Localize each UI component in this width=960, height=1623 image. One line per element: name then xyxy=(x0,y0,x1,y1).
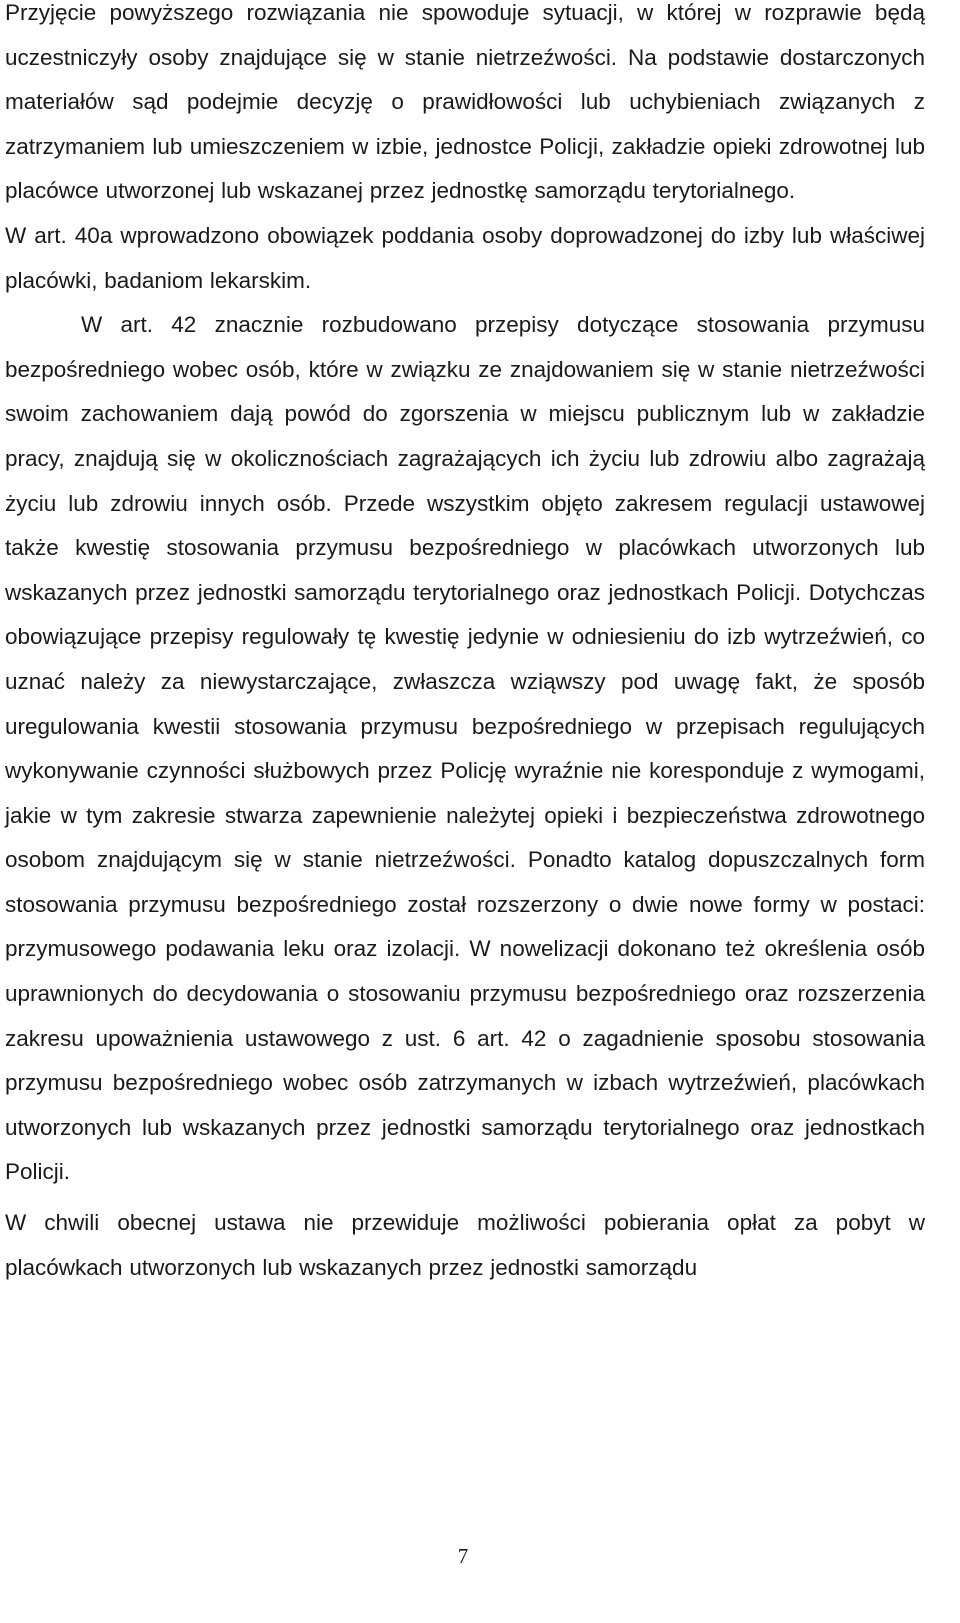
paragraph-art-40a: W art. 40a wprowadzono obowiązek poddania osoby doprowadzonej do izby lub właściwej placówki, badaniom lekarskim. xyxy=(5,222,925,293)
document-page xyxy=(5,0,925,1290)
paragraph-court-decision: Przyjęcie powyższego rozwiązania nie spowoduje sytuacji, w której w rozprawie będą uczestniczyły osoby znajdujące się w stanie nietrzeźwości. Na podstawie dostarczonych materiałów sąd podejmie decyzję o prawidłowości lub uchybieniach związanych z zatrzymaniem lub umieszczeniem w izbie, jednostce Policji, zakładzie opieki zdrowotnej lub placówce utworzonej lub wskazanej przez jednostkę samorządu terytorialnego. xyxy=(5,0,925,204)
paragraph-art-42: W art. 42 znacznie rozbudowano przepisy dotyczące stosowania przymusu bezpośredniego wobec osób, które w związku ze znajdowaniem się w stanie nietrzeźwości swoim zachowaniem dają powód do zgorszenia w miejscu publicznym lub w zakładzie pracy, znajdują się w okolicznościach zagrażających ich życiu lub zdrowiu albo zagrażają życiu lub zdrowiu innych osób. Przede wszystkim objęto zakresem regulacji ustawowej także kwestię stosowania przymusu bezpośredniego w placówkach utworzonych lub wskazanych przez jednostki samorządu terytorialnego oraz jednostkach Policji. Dotychczas obowiązujące przepisy regulowały tę kwestię jedynie w odniesieniu do izb wytrzeźwień, co uznać należy za niewystarczające, zwłaszcza wziąwszy pod uwagę fakt, że sposób uregulowania kwestii stosowania przymusu bezpośredniego w przepisach regulujących wykonywanie czynności służbowych przez Policję wyraźnie nie koresponduje z wymogami, jakie w tym zakresie stwarza zapewnienie należytej opieki i bezpieczeństwa zdrowotnego osobom znajdującym się w stanie nietrzeźwości. Ponadto katalog dopuszczalnych form stosowania przymusu bezpośredniego został rozszerzony o dwie nowe formy w postaci: przymusowego podawania leku oraz izolacji. W nowelizacji dokonano też określenia osób uprawnionych do decydowania o stosowaniu przymusu bezpośredniego oraz rozszerzenia zakresu upoważnienia ustawowego z ust. 6 art. 42 o zagadnienie sposobu stosowania przymusu bezpośredniego wobec osób zatrzymanych w izbach wytrzeźwień, placówkach utworzonych lub wskazanych przez jednostki samorządu terytorialnego oraz jednostkach Policji. xyxy=(5,312,925,1185)
page-number: 7 xyxy=(457,1544,469,1568)
paragraph-fees: W chwili obecnej ustawa nie przewiduje możliwości pobierania opłat za pobyt w placówkach utworzonych lub wskazanych przez jednostki samorządu xyxy=(5,1210,925,1280)
